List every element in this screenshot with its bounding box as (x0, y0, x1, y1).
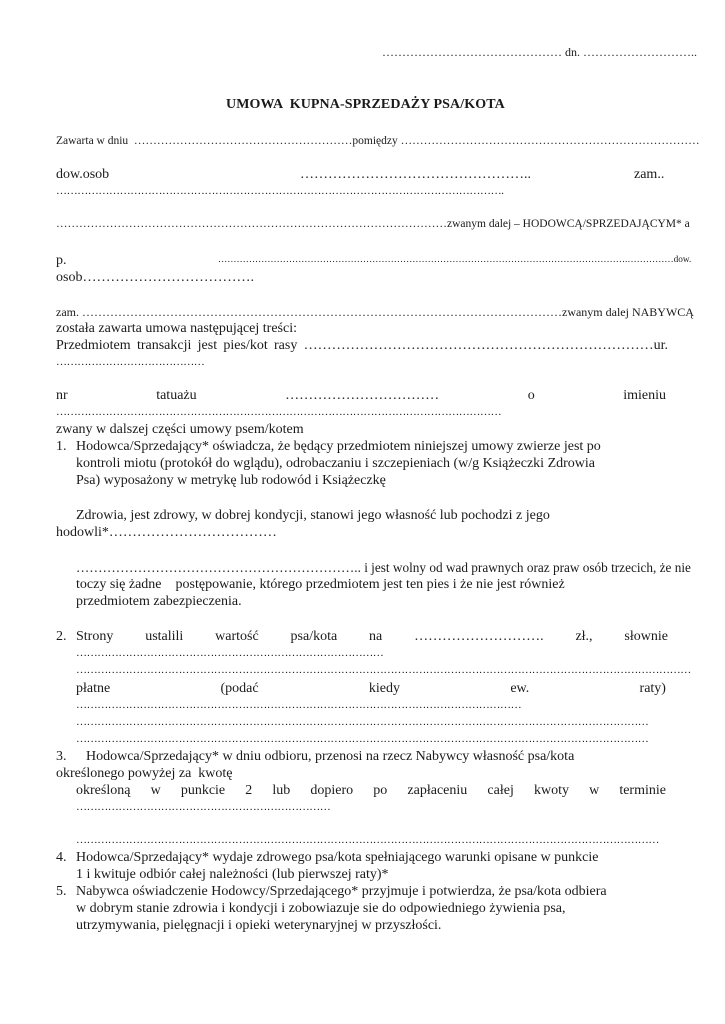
word: raty) (639, 681, 666, 696)
word: ………………………. (414, 629, 544, 644)
intro-line-5b: …………………………………………………………………………………………………………………….……………dow. (218, 255, 692, 265)
point-1-line-3: Psa) wyposażony w metrykę lub rodowód i Książeczkę (76, 473, 386, 488)
word: dopiero (310, 783, 354, 798)
word: lub (272, 783, 291, 798)
word: jest (197, 338, 218, 353)
intro-line-5a: p. (56, 253, 67, 268)
word: słownie (624, 629, 668, 644)
intro-line-1: Zawarta w dniu …………………………………………………pomiędzy …………………………………………………………………… (56, 135, 700, 147)
intro-line-12: ……………………………………………………………………………………………………………… (56, 406, 502, 418)
point-2-number: 2. (56, 629, 67, 644)
point-2-line-7: ……………………………………………………………………………………………………………………………………………… (76, 733, 649, 745)
word: terminie (619, 783, 666, 798)
point-2-line-4 (76, 680, 666, 697)
intro-line-13: zwany w dalszej części umowy psem/kotem (56, 422, 304, 437)
point-4-line-1: Hodowca/Sprzedający* wydaje zdrowego psa/kota spełniającego warunki opisane w punkcie (76, 850, 599, 865)
point-2-line-2: …………………………………………………………………………… (76, 647, 384, 659)
word: określoną (76, 783, 131, 798)
document-title: UMOWA KUPNA-SPRZEDAŻY PSA/KOTA (226, 97, 505, 112)
word: w (150, 783, 161, 798)
point-2-line-1 (76, 628, 668, 645)
word: ew. (510, 681, 530, 696)
intro-line-11 (56, 387, 666, 404)
word: pies/kot (223, 338, 268, 353)
point-3-line-2: określonego powyżej za kwotę (56, 766, 233, 781)
word: punkcie (180, 783, 226, 798)
point-1-line-4: Zdrowia, jest zdrowy, w dobrej kondycji, stanowi jego własność lub pochodzi z jego (76, 508, 550, 523)
word: zapłaceniu (407, 783, 468, 798)
point-3-line-4: ……………………………………………………………… (76, 801, 331, 813)
word: o (527, 388, 535, 403)
point-1-line-7: toczy się żadne postępowanie, którego przedmiotem jest ten pies i że nie jest również (76, 577, 565, 592)
word: (podać (220, 681, 259, 696)
word: psa/kota (290, 629, 338, 644)
point-1-line-2: kontroli miotu (protokół do wglądu), odrobaczaniu i szczepieniach (w/g Książeczki Zdrowia (76, 456, 595, 471)
word: Przedmiotem (56, 338, 131, 353)
intro-line-6: osob………………………………. (56, 270, 254, 285)
point-1-line-5: hodowli*……………………………… (56, 525, 277, 540)
word: …………………………… (285, 388, 440, 403)
point-1-line-1: Hodowca/Sprzedający* oświadcza, że będący przedmiotem niniejszej umowy zwierze jest po (76, 439, 601, 454)
word: rasy (274, 338, 298, 353)
point-5-number: 5. (56, 884, 67, 899)
word: imieniu (623, 388, 666, 403)
word: całej (487, 783, 514, 798)
word: kiedy (368, 681, 401, 696)
intro-line-9 (56, 337, 668, 354)
word: nr (56, 388, 68, 403)
point-5-line-3: utrzymywania, pielęgnacji i opieki weterynaryjnej w przyszłości. (76, 918, 442, 933)
word: płatne (76, 681, 111, 696)
word: w (589, 783, 600, 798)
word: na (369, 629, 383, 644)
place-date-line: ……………………………………… dn. ……………………….. (382, 45, 697, 59)
word: tatuażu (156, 388, 197, 403)
intro-line-7: zam. …………………………………………………………………………………………………………zwanym dalej NABYWCĄ (56, 305, 694, 319)
intro-line-10: …………………………………… (56, 356, 205, 368)
intro-line-2c: zam.. (634, 167, 665, 182)
point-1-number: 1. (56, 439, 67, 454)
point-1-line-8: przedmiotem zabezpieczenia. (76, 594, 242, 609)
word: …………………………………………………………………ur. (303, 338, 668, 353)
point-2-line-6: ……………………………………………………………………………………………………………………………………………… (76, 716, 649, 728)
point-5-line-2: w dobrym stanie zdrowia i kondycji i zobowiazuje sie do odpowiedniego żywienia psa, (76, 901, 566, 916)
intro-line-2b: ………………………………………….. (300, 167, 531, 182)
word: Strony (76, 629, 114, 644)
point-2-line-5: ……………………………………………………………………………………………………………… (76, 699, 522, 711)
point-5-line-1: Nabywca oświadczenie Hodowcy/Sprzedającego* przyjmuje i potwierdza, że psa/kota odbiera (76, 884, 607, 899)
point-1-line-6: ……………………………………………………….. i jest wolny od wad prawnych oraz praw osób trzecich, że nie (76, 560, 691, 575)
point-3-line-1: Hodowca/Sprzedający* w dniu odbioru, przenosi na rzecz Nabywcy własność psa/kota (86, 749, 575, 764)
intro-line-4: …………………………………………………………………………………………zwanym dalej – HODOWCĄ/SPRZEDAJĄCYM* a (56, 218, 690, 230)
word: wartość (215, 629, 259, 644)
word: zł., (575, 629, 593, 644)
intro-line-2a: dow.osob (56, 167, 110, 182)
point-3-line-3 (76, 782, 666, 799)
intro-line-8: została zawarta umowa następującej treści: (56, 321, 297, 336)
word: ustalili (145, 629, 184, 644)
point-4-line-2: 1 i kwituje odbiór całej należności (lub pierwszej raty)* (76, 867, 389, 882)
word: po (373, 783, 388, 798)
word: kwoty (533, 783, 569, 798)
word: transakcji (136, 338, 192, 353)
point-2-line-3: ………………………………………………………………………………………………………………………………………………………… (76, 664, 691, 676)
point-3-line-5: ………………………………………………………………………………………………………………………………………………… (76, 834, 660, 846)
point-4-number: 4. (56, 850, 67, 865)
point-3-number: 3. (56, 749, 67, 764)
intro-line-3: ………………………………………………………………………………………………………………. (56, 185, 504, 197)
word: 2 (245, 783, 253, 798)
